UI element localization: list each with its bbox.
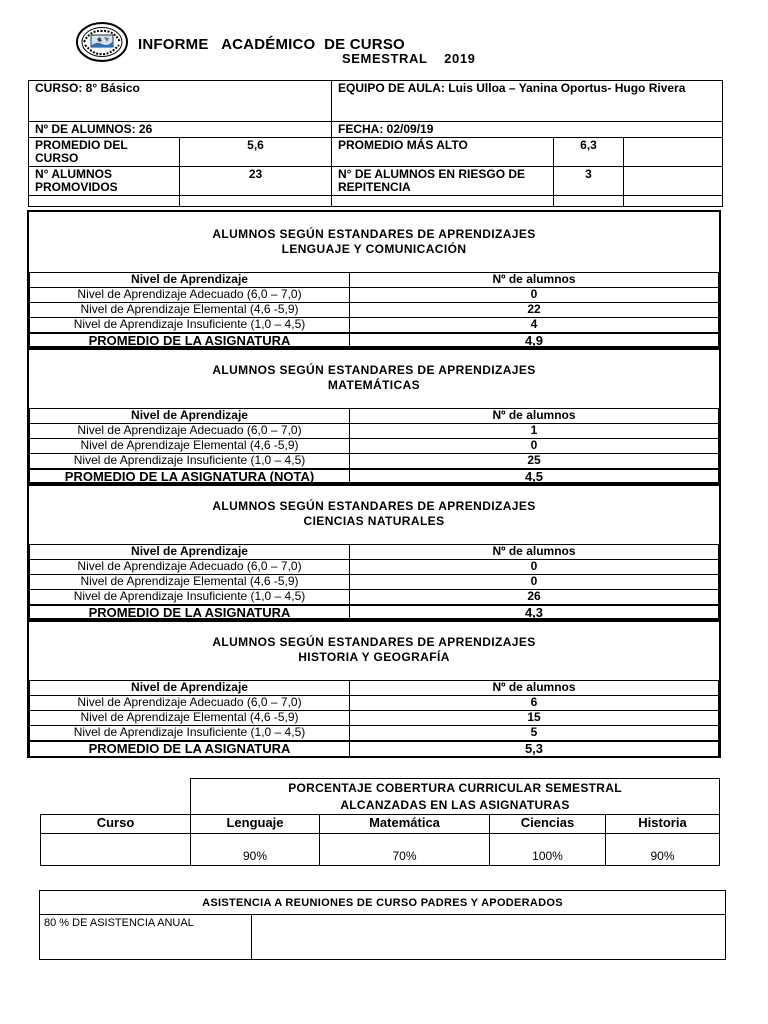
subject-average-label: PROMEDIO DE LA ASIGNATURA bbox=[30, 333, 350, 349]
section-matematicas bbox=[27, 346, 721, 486]
section-ciencias bbox=[27, 482, 721, 622]
col-header-level: Nivel de Aprendizaje bbox=[30, 681, 350, 696]
coverage-header-lenguaje: Lenguaje bbox=[191, 815, 320, 834]
empty-cell bbox=[180, 196, 332, 207]
section-subject: MATEMÁTICAS bbox=[327, 378, 421, 392]
subject-average-value: 4,3 bbox=[350, 605, 719, 621]
level-count: 22 bbox=[350, 303, 719, 318]
level-count: 0 bbox=[350, 575, 719, 590]
level-label: Nivel de Aprendizaje Insuficiente (1,0 – 4,5) bbox=[30, 318, 350, 334]
highest-average-label: PROMEDIO MÁS ALTO bbox=[332, 138, 554, 167]
coverage-header-curso: Curso bbox=[41, 815, 191, 834]
coverage-value-lenguaje: 90% bbox=[191, 834, 320, 866]
levels-table bbox=[29, 272, 719, 350]
col-header-level: Nivel de Aprendizaje bbox=[30, 273, 350, 288]
level-label: Nivel de Aprendizaje Adecuado (6,0 – 7,0) bbox=[30, 560, 350, 575]
school-logo bbox=[76, 22, 128, 62]
subject-average-label: PROMEDIO DE LA ASIGNATURA bbox=[30, 741, 350, 757]
level-label: Nivel de Aprendizaje Insuficiente (1,0 – 4,5) bbox=[30, 726, 350, 742]
levels-table bbox=[29, 408, 719, 486]
section-header bbox=[29, 620, 719, 680]
level-count: 4 bbox=[350, 318, 719, 334]
levels-table bbox=[29, 544, 719, 622]
col-header-count: Nº de alumnos bbox=[350, 681, 719, 696]
col-header-level: Nivel de Aprendizaje bbox=[30, 409, 350, 424]
col-header-count: Nº de alumnos bbox=[350, 273, 719, 288]
level-count: 0 bbox=[350, 288, 719, 303]
section-title: ALUMNOS SEGÚN ESTANDARES DE APRENDIZAJES bbox=[212, 227, 536, 241]
subject-average-value: 4,5 bbox=[350, 469, 719, 485]
level-label: Nivel de Aprendizaje Insuficiente (1,0 – 4,5) bbox=[30, 454, 350, 470]
attendance-title: ASISTENCIA A REUNIONES DE CURSO PADRES Y APODERADOS bbox=[40, 891, 726, 915]
course-name: CURSO: 8° Básico bbox=[29, 81, 332, 122]
section-header bbox=[29, 348, 719, 408]
coverage-title-line1: PORCENTAJE COBERTURA CURRICULAR SEMESTRAL bbox=[288, 781, 622, 795]
section-title: ALUMNOS SEGÚN ESTANDARES DE APRENDIZAJES bbox=[212, 499, 536, 513]
col-header-count: Nº de alumnos bbox=[350, 409, 719, 424]
section-title: ALUMNOS SEGÚN ESTANDARES DE APRENDIZAJES bbox=[212, 635, 536, 649]
course-average-value: 5,6 bbox=[180, 138, 332, 167]
level-label: Nivel de Aprendizaje Adecuado (6,0 – 7,0) bbox=[30, 424, 350, 439]
empty-cell bbox=[554, 196, 624, 207]
empty-cell bbox=[624, 167, 723, 196]
empty-cell bbox=[332, 196, 554, 207]
section-subject: HISTORIA Y GEOGRAFÍA bbox=[298, 650, 450, 664]
empty-cell bbox=[252, 915, 726, 960]
report-title: INFORME ACADÉMICO DE CURSO bbox=[138, 36, 405, 53]
level-label: Nivel de Aprendizaje Elemental (4,6 -5,9) bbox=[30, 575, 350, 590]
student-count: Nº DE ALUMNOS: 26 bbox=[29, 122, 332, 138]
at-risk-value: 3 bbox=[554, 167, 624, 196]
level-label: Nivel de Aprendizaje Elemental (4,6 -5,9) bbox=[30, 711, 350, 726]
level-count: 26 bbox=[350, 590, 719, 606]
subject-average-value: 4,9 bbox=[350, 333, 719, 349]
coverage-title bbox=[191, 779, 720, 815]
section-title: ALUMNOS SEGÚN ESTANDARES DE APRENDIZAJES bbox=[212, 363, 536, 377]
promoted-label: N° ALUMNOS PROMOVIDOS bbox=[29, 167, 180, 196]
col-header-level: Nivel de Aprendizaje bbox=[30, 545, 350, 560]
at-risk-label: N° DE ALUMNOS EN RIESGO DE REPITENCIA bbox=[332, 167, 554, 196]
section-subject: CIENCIAS NATURALES bbox=[303, 514, 445, 528]
section-historia bbox=[27, 618, 721, 758]
attendance-table bbox=[39, 890, 726, 960]
col-header-count: Nº de alumnos bbox=[350, 545, 719, 560]
levels-table bbox=[29, 680, 719, 758]
level-count: 1 bbox=[350, 424, 719, 439]
section-header bbox=[29, 484, 719, 544]
section-header bbox=[29, 212, 719, 272]
course-info-table bbox=[28, 80, 723, 207]
level-label: Nivel de Aprendizaje Insuficiente (1,0 – 4,5) bbox=[30, 590, 350, 606]
coverage-value-matematica: 70% bbox=[320, 834, 490, 866]
coverage-header-ciencias: Ciencias bbox=[490, 815, 606, 834]
empty-cell bbox=[624, 138, 723, 167]
promoted-value: 23 bbox=[180, 167, 332, 196]
coverage-table bbox=[40, 778, 720, 866]
level-count: 0 bbox=[350, 560, 719, 575]
attendance-value: 80 % DE ASISTENCIA ANUAL bbox=[40, 915, 252, 960]
level-label: Nivel de Aprendizaje Adecuado (6,0 – 7,0) bbox=[30, 288, 350, 303]
empty-cell bbox=[41, 779, 191, 815]
report-semester: SEMESTRAL 2019 bbox=[342, 51, 476, 66]
level-label: Nivel de Aprendizaje Elemental (4,6 -5,9) bbox=[30, 439, 350, 454]
empty-cell bbox=[624, 196, 723, 207]
section-subject: LENGUAJE Y COMUNICACIÓN bbox=[281, 242, 467, 256]
subject-average-value: 5,3 bbox=[350, 741, 719, 757]
highest-average-value: 6,3 bbox=[554, 138, 624, 167]
level-count: 5 bbox=[350, 726, 719, 742]
coverage-value-ciencias: 100% bbox=[490, 834, 606, 866]
report-date: FECHA: 02/09/19 bbox=[332, 122, 723, 138]
empty-cell bbox=[29, 196, 180, 207]
coverage-header-historia: Historia bbox=[606, 815, 720, 834]
subject-average-label: PROMEDIO DE LA ASIGNATURA bbox=[30, 605, 350, 621]
coverage-value-curso bbox=[41, 834, 191, 866]
level-count: 0 bbox=[350, 439, 719, 454]
section-lenguaje bbox=[27, 210, 721, 350]
coverage-header-matematica: Matemática bbox=[320, 815, 490, 834]
coverage-title-line2: ALCANZADAS EN LAS ASIGNATURAS bbox=[340, 798, 570, 812]
teaching-team: EQUIPO DE AULA: Luis Ulloa – Yanina Oportus- Hugo Rivera bbox=[332, 81, 723, 122]
level-label: Nivel de Aprendizaje Adecuado (6,0 – 7,0) bbox=[30, 696, 350, 711]
course-average-label: PROMEDIO DEL CURSO bbox=[29, 138, 180, 167]
level-count: 25 bbox=[350, 454, 719, 470]
level-label: Nivel de Aprendizaje Elemental (4,6 -5,9) bbox=[30, 303, 350, 318]
level-count: 6 bbox=[350, 696, 719, 711]
subject-average-label: PROMEDIO DE LA ASIGNATURA (NOTA) bbox=[30, 469, 350, 485]
coverage-value-historia: 90% bbox=[606, 834, 720, 866]
level-count: 15 bbox=[350, 711, 719, 726]
